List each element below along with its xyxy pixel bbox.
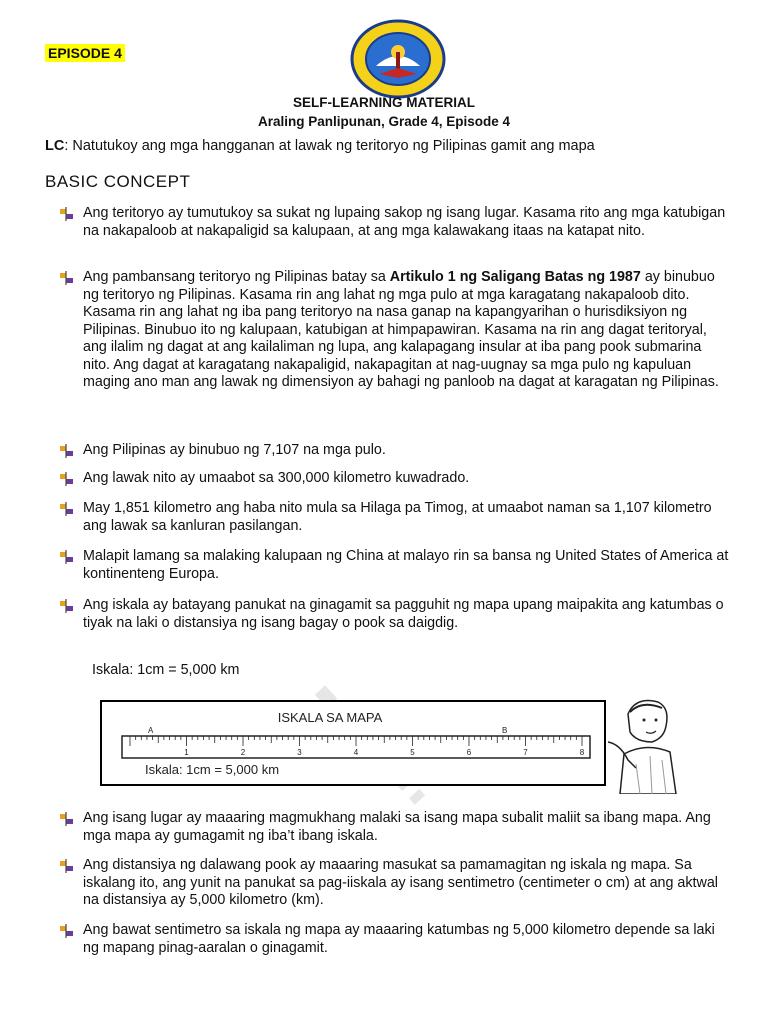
lc-label: LC — [45, 138, 65, 154]
ruler-number: 3 — [297, 748, 302, 757]
scale-point-a: A — [148, 726, 154, 735]
learning-competency — [45, 138, 595, 154]
bullet-icon — [60, 502, 74, 516]
episode-label: EPISODE 4 — [45, 44, 125, 62]
list-item — [62, 597, 732, 632]
bullet-icon — [60, 472, 74, 486]
scale-point-b: B — [502, 726, 508, 735]
list-item — [62, 548, 732, 583]
ruler-number: 7 — [523, 748, 528, 757]
list-item-text: Ang teritoryo ay tumutukoy sa sukat ng lupaing sakop ng isang lugar. Kasama rito ang mga katubigan na nakapaloob at nakapaligid sa kalupaan, at ang mga kalawakang itaas na katapat nito. — [83, 205, 726, 239]
bullet-icon — [60, 207, 74, 221]
ruler-number: 4 — [353, 748, 359, 757]
document-title: SELF-LEARNING MATERIAL — [293, 95, 475, 110]
lc-text: : Natutukoy ang mga hangganan at lawak ng teritoryo ng Pilipinas gamit ang mapa — [64, 138, 595, 154]
list-item — [62, 470, 732, 488]
document-subtitle: Araling Panlipunan, Grade 4, Episode 4 — [257, 114, 511, 129]
list-item — [62, 922, 732, 957]
scale-statement: Iskala: 1cm = 5,000 km — [92, 662, 240, 678]
list-item — [62, 810, 732, 845]
ruler-number: 5 — [410, 748, 415, 757]
bullet-icon — [60, 599, 74, 613]
bullet-icon — [60, 550, 74, 564]
list-item — [62, 269, 732, 392]
ruler-number: 2 — [240, 748, 246, 757]
list-item-text — [83, 269, 732, 392]
list-item-text: Ang distansiya ng dalawang pook ay maaaring masukat sa pamamagitan ng iskala ng mapa. Sa iskalang ito, ang yunit na panukat sa pag-iiskala ay isang sentimetro (centimeter o cm) at ang aktwal na distansiya ay 5,000 kilometro (km). — [83, 857, 718, 908]
boy-illustration — [606, 694, 688, 794]
bullet-icon — [60, 812, 74, 826]
section-heading: BASIC CONCEPT — [45, 172, 191, 191]
bullet-icon — [60, 271, 74, 285]
school-logo — [349, 18, 447, 100]
list-item-text: Malapit lamang sa malaking kalupaan ng China at malayo rin sa bansa ng United States of America at kontinenteng Europa. — [83, 548, 729, 582]
ruler — [122, 736, 590, 758]
text-run: Ang pambansang teritoryo ng Pilipinas batay sa — [83, 269, 390, 285]
list-item-text: Ang bawat sentimetro sa iskala ng mapa ay maaaring katumbas ng 5,000 kilometro depende sa laki ng mapang pinag-aaralan o ginagamit. — [83, 922, 715, 956]
list-item — [62, 857, 732, 910]
list-item — [62, 442, 732, 460]
scale-figure-caption: Iskala: 1cm = 5,000 km — [145, 762, 280, 777]
ruler-number: 8 — [579, 748, 585, 757]
list-item — [62, 205, 732, 240]
bold-text: Artikulo 1 ng Saligang Batas ng 1987 — [389, 269, 641, 285]
ruler-number: 6 — [466, 748, 472, 757]
list-item-text: Ang iskala ay batayang panukat na ginagamit sa pagguhit ng mapa upang maipakita ang katumbas o tiyak na laki o distansiya ng isang bagay o pook sa daigdig. — [83, 597, 724, 631]
text-run: ay binubuo ng teritoryo ng Pilipinas. Kasama rin ang lahat ng mga pulo at mga karagatang nakapaloob dito. Kasama rin ang lahat ng iba pang teritoryo na nasa ganap na kapangyarihan o hurisdiksiyon ng Pilipinas. Binubuo ito ng kalupaan, katubigan at himpapawiran. Kasama na rin ang dagat teritoryal, ang ilalim ng dagat at ang kailaliman ng lupa, ang kalapagang insular at iba pang pook submarina nito. Ang dagat at karagatang nakapaligid, nakapagitan at nag-uugnay sa mga pulo ng kapuluan maging ano man ang lawak ng dimensiyon ay bahagi ng panloob na dagat at karagatan ng Pilipinas. — [83, 269, 719, 390]
list-item-text: Ang lawak nito ay umaabot sa 300,000 kilometro kuwadrado. — [83, 470, 470, 486]
list-item-text: May 1,851 kilometro ang haba nito mula sa Hilaga pa Timog, at umaabot naman sa 1,107 kilometro ang lawak sa kanluran pasilangan. — [83, 500, 712, 534]
bullet-icon — [60, 859, 74, 873]
map-scale-figure — [100, 700, 606, 786]
list-item — [62, 500, 732, 535]
ruler-number: 1 — [184, 748, 189, 757]
list-item-text: Ang Pilipinas ay binubuo ng 7,107 na mga pulo. — [83, 442, 386, 458]
bullet-icon — [60, 924, 74, 938]
list-item-text: Ang isang lugar ay maaaring magmukhang malaki sa isang mapa subalit maliit sa ibang mapa. Ang mga mapa ay gumagamit ng iba’t ibang iskala. — [83, 810, 711, 844]
scale-figure-title: ISKALA SA MAPA — [277, 710, 383, 725]
bullet-icon — [60, 444, 74, 458]
